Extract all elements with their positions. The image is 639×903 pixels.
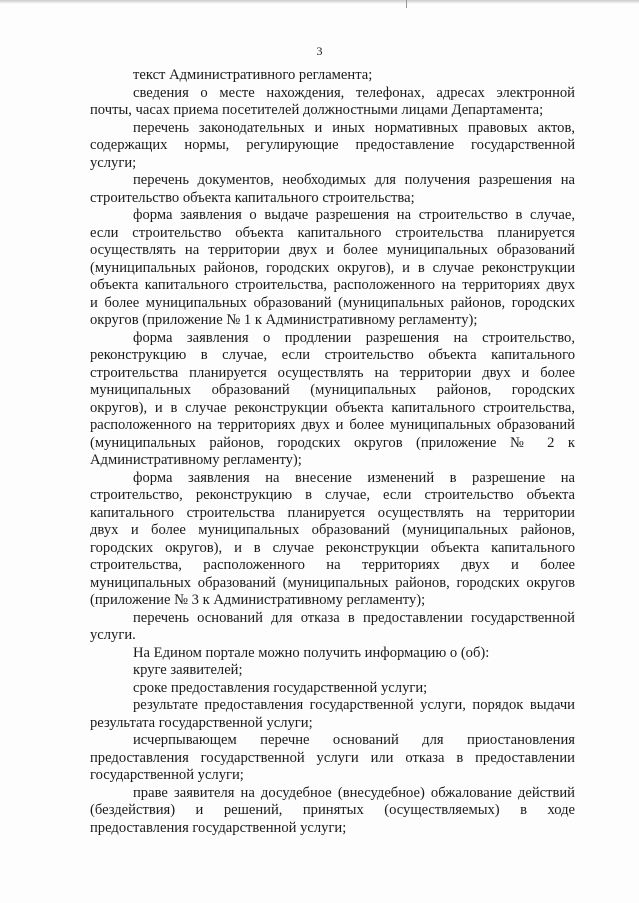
text-line: сведения о месте нахождения, телефонах, адресах электронной: [133, 84, 575, 101]
text-line: городских округов), и в случае реконструкции объекта капитального: [90, 539, 575, 556]
text-line: предоставления государственной услуги;: [90, 819, 347, 836]
text-line: объекта капитального строительства, расположенного на территориях двух: [90, 277, 575, 293]
text-line: сроке предоставления государственной услуги;: [133, 679, 428, 696]
text-line: результата государственной услуги;: [90, 714, 313, 731]
text-line: осуществлять на территории двух и более муниципальных образований: [90, 242, 575, 258]
text-line: расположенного на территориях двух и более муниципальных образований: [90, 417, 575, 433]
text-line: строительства, расположенного на территориях двух и более: [90, 557, 575, 573]
text-line: (муниципальных районов, городских округов (приложение № 2 к: [90, 434, 575, 451]
text-line: Административному регламенту);: [90, 452, 302, 468]
text-line: строительство, реконструкцию в случае, если строительство объекта: [90, 487, 575, 503]
text-line: округов (приложение № 1 к Административному регламенту);: [90, 312, 478, 328]
text-line: перечень документов, необходимых для получения разрешения на: [133, 172, 575, 188]
text-line: капитального строительства планируется осуществлять на территории: [90, 504, 575, 521]
text-line: перечень законодательных и иных нормативных правовых актов,: [133, 119, 575, 136]
text-line: текст Административного регламента;: [133, 67, 373, 83]
text-line: государственной услуги;: [90, 767, 244, 783]
text-line: (бездействия) и решений, принятых (осуществляемых) в ходе: [90, 802, 575, 818]
text-line: услуги;: [90, 154, 137, 171]
scan-mark: [406, 0, 410, 8]
text-line: почты, часах приема посетителей должностными лицами Департамента;: [90, 102, 544, 118]
page-number: 3: [316, 44, 323, 58]
text-line: строительства планируется осуществлять на территории двух и более: [90, 364, 575, 381]
text-line: и более муниципальных образований (муниципальных районов, городских: [90, 294, 575, 311]
text-line: праве заявителя на досудебное (внесудебное) обжалование действий: [133, 784, 575, 801]
document-body: [90, 67, 575, 837]
text-line: (приложение № 3 к Административному регламенту);: [90, 592, 426, 608]
text-line: услуги.: [90, 627, 136, 643]
text-line: На Едином портале можно получить информацию о (об):: [133, 644, 490, 661]
text-line: круге заявителей;: [133, 662, 243, 678]
text-line: предоставления государственной услуги или отказа в предоставлении: [90, 749, 575, 766]
text-line: результате предоставления государственной услуги, порядок выдачи: [133, 697, 575, 713]
text-line: содержащих нормы, регулирующие предоставление государственной: [90, 137, 575, 153]
text-line: строительство объекта капитального строительства;: [90, 189, 415, 206]
text-line: исчерпывающем перечне оснований для приостановления: [133, 732, 575, 748]
text-line: форма заявления о выдаче разрешения на строительство в случае,: [133, 207, 575, 223]
text-line: реконструкцию в случае, если строительство объекта капитального: [90, 347, 575, 363]
scan-edge: [0, 0, 639, 4]
text-line: муниципальных образований (муниципальных районов, городских округов: [90, 574, 575, 591]
text-line: муниципальных образований (муниципальных районов, городских: [90, 382, 575, 398]
text-line: если строительство объекта капитального строительства планируется: [90, 224, 575, 241]
text-line: перечень оснований для отказа в предоставлении государственной: [133, 609, 575, 626]
text-line: округов), и в случае реконструкции объекта капитального строительства,: [90, 399, 575, 416]
text-line: форма заявления на внесение изменений в разрешение на: [133, 469, 575, 486]
text-line: двух и более муниципальных образований (муниципальных районов,: [90, 522, 575, 538]
text-line: форма заявления о продлении разрешения на строительство,: [133, 329, 575, 346]
text-line: (муниципальных районов, городских округов), и в случае реконструкции: [90, 259, 575, 276]
